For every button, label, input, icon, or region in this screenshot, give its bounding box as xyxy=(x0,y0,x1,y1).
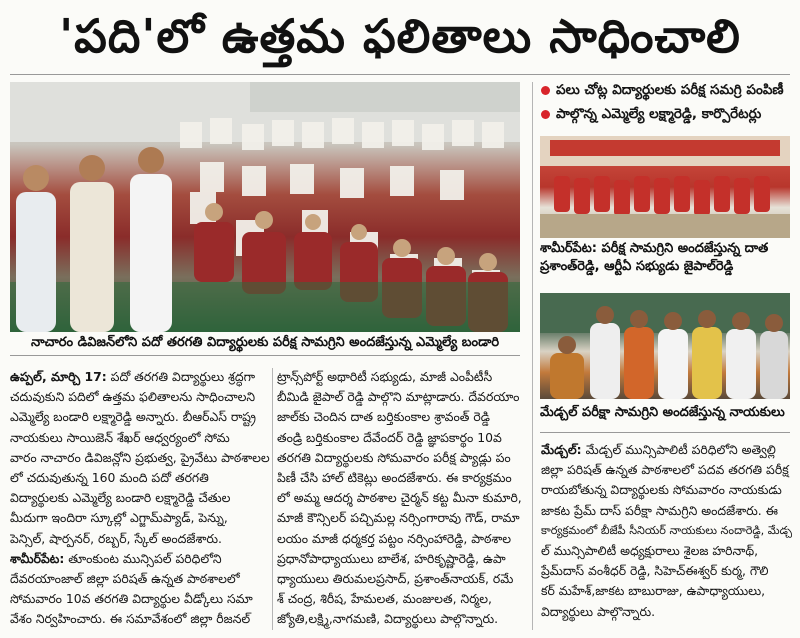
highlight-item xyxy=(541,78,791,102)
main-photo-caption: నాచారం డివిజన్‌లోని పదో తరగతి విద్యార్థులకు పరీక్ష సామగ్రిని అందజేస్తున్న ఎమ్మెల్యే బండారి xyxy=(30,335,500,350)
article-line: జాకట ప్రేమ్ దాస్ పరీక్షా సామగ్రిని అందజేశారు. ఈ xyxy=(541,502,778,518)
article-line: విద్యార్థులకు ఎమ్మెల్యే బండారి లక్ష్మారెడ్డి చేతుల xyxy=(10,490,231,506)
article-line: ధ్యాయులు తిరుమలప్రసాద్, ప్రశాంత్‌నాయక్, రమే xyxy=(277,570,514,586)
highlight-text: పలు చోట్ల విద్యార్థులకు పరీక్ష సమగ్రి పంపిణీ xyxy=(556,82,784,98)
article-line xyxy=(541,440,793,460)
highlights-list xyxy=(541,78,791,126)
highlight-item xyxy=(541,102,791,126)
right-photo-1-caption xyxy=(540,240,790,276)
dateline: శామీర్‌పేట: xyxy=(10,550,65,566)
highlight-text: పాల్గొన్న ఎమ్మెల్యే లక్ష్మారెడ్డి, కార్పొరేటర్లు xyxy=(556,106,762,122)
article-line: నాయకులు సాయిజెన్ శేఖర్ ఆధ్వర్యంలో సోమ xyxy=(10,429,230,445)
headline: 'పది'లో ఉత్తమ ఫలితాలు సాధించాలి xyxy=(59,9,741,63)
line-text: మేడ్చల్ మున్సిపాలిటీ పరిధిలోని అత్వెల్లి xyxy=(581,442,776,457)
article-line: ప్రేమ్‌దాస్ వంశీధర్ రెడ్డి, సిహెచ్ఈశ్వర్ కుర్మ, గౌలి xyxy=(541,563,769,579)
article-line: రాయబోతున్న విద్యార్థులకు సోమవారం నాయకుడు xyxy=(541,482,782,498)
article-line: జాల్‌కు చెందిన దాత బర్తికుంకాల శ్రావంత్ రెడ్డి xyxy=(277,409,490,425)
article-line: లో అమ్మ ఆదర్శ పాఠశాల చైర్మన్ కట్ట మీనా కుమారి, xyxy=(277,490,522,506)
bullet-icon xyxy=(541,86,550,95)
article-line: శ్ చంద్ర, శిరీష, హేమలత, మంజులత, నిర్మల, xyxy=(277,591,492,607)
article-line: వారం నాచారం డివిజన్లోని ప్రభుత్వ, ప్రైవేటు పాఠశాలల xyxy=(10,449,270,465)
article-line: ల్ మున్సిపాలిటీ అధ్యక్షురాలు శైలజ హరినాథ్, xyxy=(541,542,759,558)
bullet-icon xyxy=(541,110,550,119)
article-line: ట్రాన్స్‌పోర్ట్ అథారిటీ సభ్యుడు, మాజీ ఎంపీటీసీ xyxy=(277,369,493,384)
article-line: జిల్లా పరిషత్ ఉన్నత పాఠశాలలో పదవ తరగతి పరీక్ష xyxy=(541,462,789,478)
article-line: ఎమ్మెల్యే బండారి లక్ష్మారెడ్డి అన్నారు. బీఆర్ఎస్ రాష్ట్ర xyxy=(10,409,257,425)
article-line: పిణీ చేసి హాల్ టికెట్లు అందజేశారు. ఈ కార్యక్రమం xyxy=(277,469,512,485)
article-line: పెన్సిల్, షార్పనర్, రబ్బర్, స్కేల్ అందజేశారు. xyxy=(10,530,222,546)
column-divider xyxy=(532,82,533,630)
right-photo-1 xyxy=(540,136,790,238)
article-line xyxy=(10,367,270,387)
caption-rule xyxy=(10,355,520,356)
article-line: ప్రధానోపాధ్యాయులు బాలేశ, హరికృష్ణారెడ్డి, ఉపా xyxy=(277,550,506,566)
dateline: ఉప్పల్, మార్చి 17: xyxy=(10,369,107,384)
article-line: లో చదువుతున్న 160 మంది పదో తరగతి xyxy=(10,469,209,485)
caption-line: ప్రశాంత్‌రెడ్డి, ఆర్టీఏ సభ్యుడు జైపాల్‌రెడ్డి xyxy=(540,259,734,274)
article-column-2 xyxy=(277,367,529,629)
article-line: సోమవారం 10వ తరగతి విద్యార్థుల వీడ్కోలు సమా xyxy=(10,591,253,607)
right-photo-2-caption: మేడ్చల్ పరీక్షా సామగ్రిని అందజేస్తున్న నాయకులు xyxy=(540,405,785,420)
article-line: తరగతి విద్యార్థులకు సోమవారం పరీక్ష ప్యాడ్లు పం xyxy=(277,449,511,465)
article-line: దేవరయాంజాల్ జిల్లా పరిషత్ ఉన్నత పాఠశాలలో xyxy=(10,570,240,586)
caption-line: శామీర్‌పేట: పరీక్ష సామగ్రిని అందజేస్తున్న దాత xyxy=(540,241,769,256)
right-photo-2 xyxy=(540,293,790,399)
dateline: మేడ్చల్: xyxy=(541,442,582,457)
line-text: పదో తరగతి విద్యార్థులు శ్రద్ధగా xyxy=(106,369,256,384)
line-text: తూంకుంట మున్సిపల్ పరిధిలోని xyxy=(64,550,222,566)
column-divider xyxy=(272,368,273,630)
article-line: విద్యార్థులు పాల్గొన్నారు. xyxy=(541,603,656,619)
article-line xyxy=(10,549,270,569)
article-line: బీమిడి జైపాల్ రెడ్డి పాల్గొని మాట్లాడారు. దేవరయాం xyxy=(277,389,520,405)
article-line: మాజీ కౌన్సిలర్ పచ్చిమల్ల నర్సింగారావు గౌడ్, రామా xyxy=(277,510,520,526)
article-line: లయం మాజీ ధర్మకర్త పట్టం నర్సింహారెడ్డి, పాఠశాల xyxy=(277,530,512,546)
article-line: కర్ మహేశ్,జాకట బాబురాజు, ఉపాధ్యాయులు, xyxy=(541,583,766,599)
main-photo xyxy=(10,82,520,332)
article-line: తండ్రి బర్తికుంకాల దేవేందర్ రెడ్డి జ్ఞాపకార్థం 10వ xyxy=(277,429,502,445)
article-line: వేశం నిర్వహించారు. ఈ సమావేశంలో జిల్లా రీజనల్ xyxy=(10,611,251,627)
article-line: కార్యక్రమంలో బీజేపీ సీనియర్ నాయకులు నందారెడ్డి, మేడ్చ xyxy=(541,523,793,537)
right-caption-rule xyxy=(540,432,790,433)
article-line: జ్యోతి,లక్ష్మి,నాగమణి, విద్యార్థులు పాల్గొన్నారు. xyxy=(277,611,499,627)
article-column-3 xyxy=(541,440,793,622)
article-line: మీదుగా ఇందిరా స్కూల్లో ఎగ్జామ్‌ప్యాడ్, పెన్ను, xyxy=(10,510,228,526)
headline-rule xyxy=(10,74,790,75)
article-column-1 xyxy=(10,367,270,629)
article-line: చదువుకుని పదిలో ఉత్తమ ఫలితాలను సాధించాలని xyxy=(10,389,256,405)
